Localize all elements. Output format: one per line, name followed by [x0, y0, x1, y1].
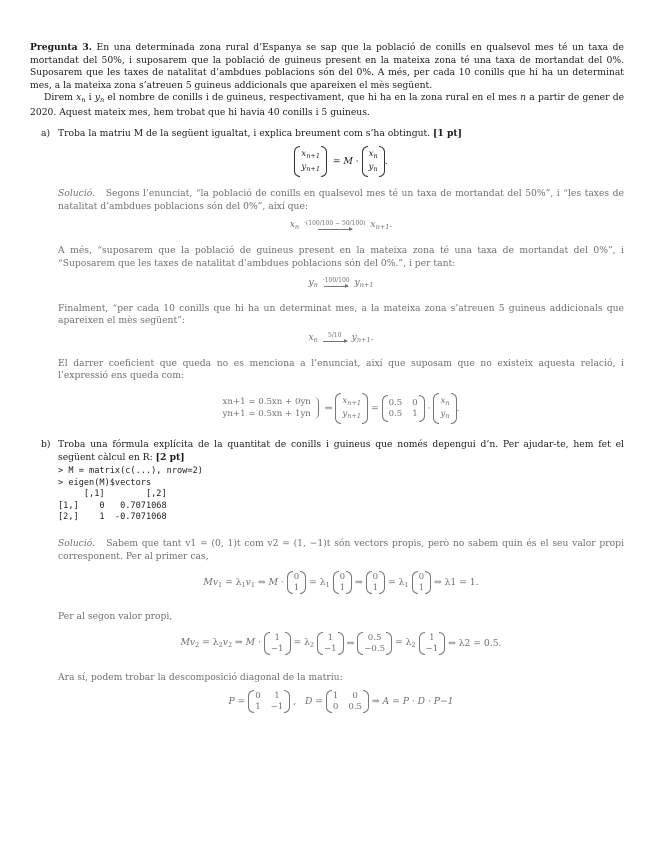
arrow-atraccio: $x_n$ 5/10 $y_{n+1}$.: [308, 331, 374, 344]
arrow-conills: $x_n$ ·(100/100 − 50/100) $x_{n+1}$.: [289, 219, 393, 232]
part-a-system: xn+1 = 0.5xn + 0yn yn+1 = 0.5xn + 1yn ⇒ $x_{n+1}$ $y_{n+1}$ = 0.5 0 0.5 1 · $x_n$ $y_n$ .: [58, 393, 624, 427]
arrow-guineus: $y_n$ ·100/100 $y_{n+1}$: [308, 276, 374, 289]
part-b-points: [2 pt]: [155, 451, 185, 463]
part-b: [30, 439, 624, 723]
part-a-label: a): [41, 127, 51, 139]
solution-label: Solució.: [58, 188, 96, 200]
part-b-solution: Solució. Sabem que tant v1 = (0, 1)t com v2 = (1, −1)t són vectors propis, però no sabem quin és el seu valor propi corresponent. Per al primer cas, $Mv_1 = \lambda_1v_1$ ⇒ M · 0 1 = $\lambda_1$ 0 1 ⇒ 0 1 = $\lambda_1$ 0 1 ⇒ λ1 = 1. Per al segon valor propi, $Mv_2 = \lambda_2v_2$ ⇒ M · 1 −1 = $\lambda_2$ 1 −1 ⇒ 0.5 −0.5 = $\lambda_2$ 1 −1 ⇒ λ2 = 0.5. Ara sí, podem trobar la descomposició diagonal de la matriu: P = 0 1 1 −1 , D = 1 0 0 0.5 ⇒ A = P · D · P−1: [58, 538, 624, 722]
part-b-label: b): [41, 438, 51, 450]
question-notation: Direm $x_n$ i $y_n$ el nombre de conills i de guineus, respectivament, que hi ha en la zona rural en el mes n a partir de gener de 2020. Aquest mateix mes, hem trobat que hi havia 40 conills i 5 guineus.: [30, 92, 625, 118]
question-intro-text: En una determinada zona rural d’Espanya se sap que la població de conills en qualsevol mes té un taxa de mortandat del 50%, i suposarem que la població de guineus present en la mateixa zona té una taxa de mortandat del 0%. Suposarem que les taxes de natalitat d’ambdues poblacions són del 0%. A més, per cada 10 conills que hi ha un determinat mes, a la mateixa zona s’atreuen 5 guineus addicionals que apareixen el mès següent.: [30, 42, 624, 91]
eigen-case-1: $Mv_1 = \lambda_1v_1$ ⇒ M · 0 1 = $\lambda_1$ 0 1 ⇒ 0 1 = $\lambda_1$ 0 1 ⇒ λ1 = 1.: [203, 572, 479, 594]
page-content: [30, 42, 624, 722]
matrix-m: 0.5 0 0.5 1: [388, 397, 418, 419]
part-a-statement: Troba la matriu M de la següent igualtat, i explica breument com s’ha obtingut. [1 pt]: [58, 127, 462, 139]
diagonal-decomposition: P = 0 1 1 −1 , D = 1 0 0 0.5 ⇒ A = P · D · P−1: [228, 691, 454, 713]
part-a-equation: $x_{n+1}$ $y_{n+1}$ = M · $x_n$ $y_n$ .: [58, 146, 624, 180]
eigen-case-2: $Mv_2 = \lambda_2v_2$ ⇒ M · 1 −1 = $\lambda_2$ 1 −1 ⇒ 0.5 −0.5 = $\lambda_2$ 1 −1 ⇒ λ2 = 0.5.: [180, 632, 502, 654]
part-a-points: [1 pt]: [433, 127, 462, 139]
question-label: Pregunta 3.: [30, 42, 92, 53]
part-b-statement: Troba una fórmula explícita de la quantitat de conills i guineus que només depengui d’n. Per ajudar-te, hem fet el següent càlcul en R: [2 pt]: [58, 438, 624, 463]
question-intro: [30, 42, 624, 92]
part-a-solution: Solució. Segons l’enunciat, “la població de conills en qualsevol mes té un taxa de mortandat del 50%”, i “les taxes de natalitat d’ambdues poblacions són del 0%”, així que: $x_n$ ·(100/100 − 50/100) $x_{n+1}$. A més, “suposarem que la població de guineus present en la mateixa zona té una taxa de mortandat del 0%”, i “Suposarem que les taxes de natalitat d’ambdues poblacions són del 0%.”, i per tant: $y_n$ ·100/100 $y_{n+1}$ Finalment, “per cada 10 conills que hi ha un determinat mes, a la mateixa zona s’atreuen 5 guineus addicionals que apareixen el mès següent”: $x_n$ 5/10 $y_{n+1}$. El darrer coeficient que queda no es menciona a l’enunciat, així que suposam que no existeix aquesta relació, i l’expressió ens queda com: xn+1 = 0.5xn + 0yn yn+1 = 0.5xn + 1yn ⇒ $x_{n+1}$ $y_{n+1}$ = 0.5 0 0.5 1 · $x_n$ $y_n$ .: [58, 188, 624, 427]
r-code-block: > M = matrix(c(...), nrow=2) > eigen(M)$vectors [,1] [,2] [1,] 0 0.7071068 [2,] 1 -0.7071068: [58, 466, 203, 523]
part-a: [30, 128, 624, 427]
